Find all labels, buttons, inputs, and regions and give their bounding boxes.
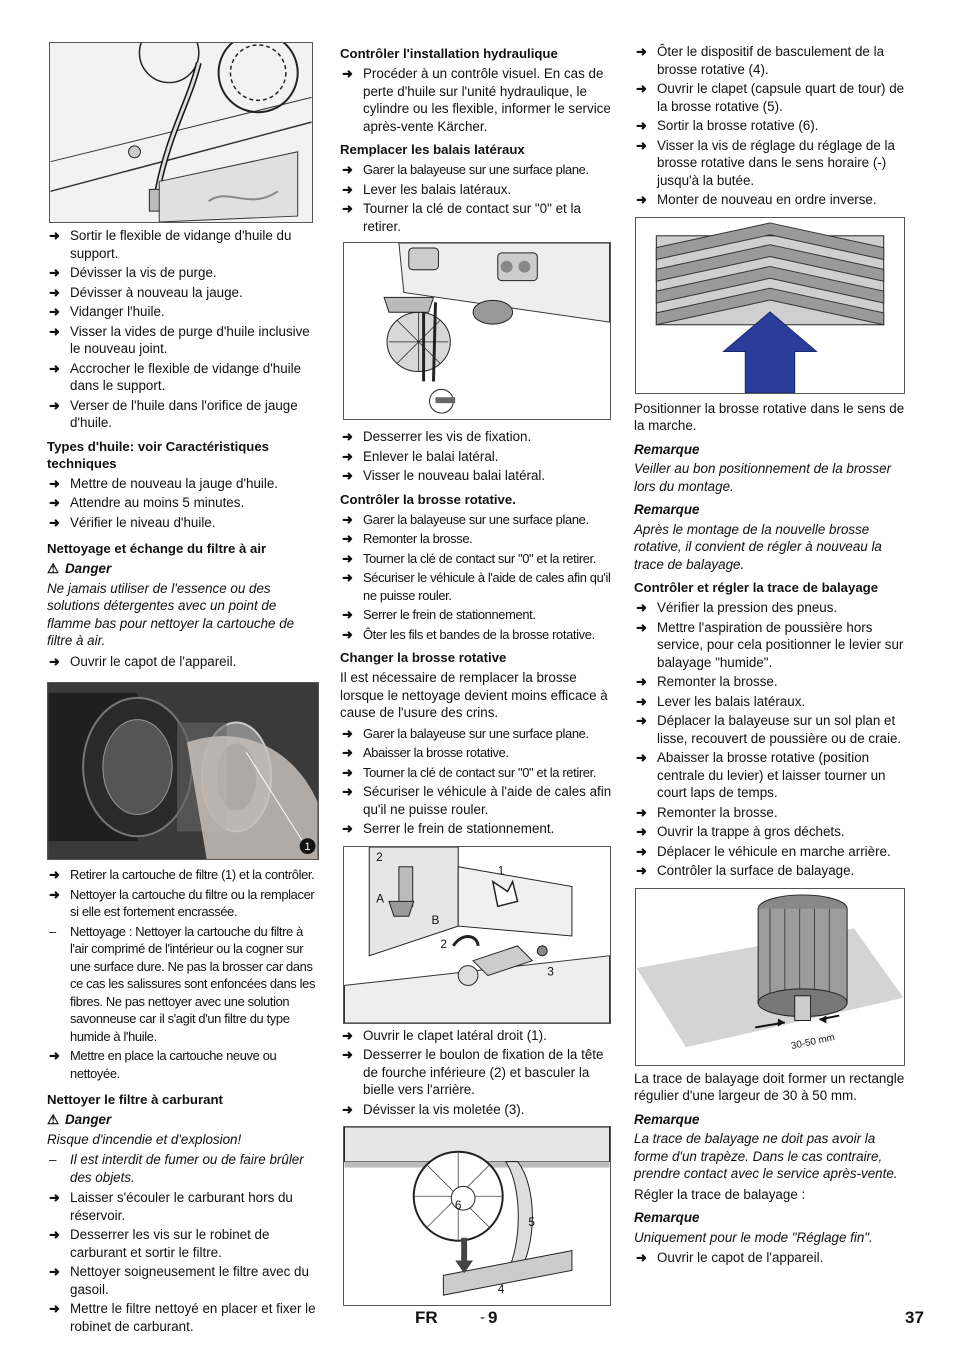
check-step-2: ➜ Remonter la brosse.: [340, 530, 612, 548]
step-loosen-screws-side: ➜ Desserrer les vis de fixation.: [340, 428, 612, 446]
side-brush-heading: Remplacer les balais latéraux: [340, 142, 525, 157]
step-open-flap: ➜ Ouvrir le clapet latéral droit (1).: [340, 1027, 612, 1045]
step-reassemble: ➜ Monter de nouveau en ordre inverse.: [634, 191, 906, 209]
remark-label-3: Remarque: [634, 1111, 700, 1127]
trace-step-2: ➜ Mettre l'aspiration de poussière hors service, pour cela positionner le levier sur balayage "humide".: [634, 619, 906, 672]
step-remove-hose: ➜ Sortir le flexible de vidange d'huile du support.: [47, 227, 319, 262]
remark-3: La trace de balayage ne doit pas avoir la forme d'un trapèze. Dans le cas contraire, prendre contact avec le service après-vente.: [634, 1131, 898, 1181]
step-remove-side: ➜ Enlever le balai latéral.: [340, 448, 612, 466]
brush-removal-illustration: [344, 1127, 610, 1305]
regler-text: Régler la trace de balayage :: [634, 1186, 806, 1202]
change-step-3: ➜ Tourner la clé de contact sur "0" et la retirer.: [340, 764, 612, 782]
step-open-clapet: ➜ Ouvrir le clapet (capsule quart de tour) de la brosse rotative (5).: [634, 80, 906, 115]
label-B: B: [431, 912, 440, 927]
step-loosen-screws: ➜ Desserrer les vis sur le robinet de carburant et sortir le filtre.: [47, 1226, 319, 1261]
step-key-off: ➜ Tourner la clé de contact sur "0" et la retirer.: [340, 200, 612, 235]
step-unscrew-gauge: ➜ Dévisser à nouveau la jauge.: [47, 284, 319, 302]
warning-triangle-icon: ⚠: [47, 1112, 60, 1127]
column-middle: [340, 42, 612, 1306]
danger-label-2: ⚠ Danger: [47, 1112, 112, 1127]
step-open-hood: ➜ Ouvrir le capot de l'appareil.: [47, 653, 319, 671]
side-flap-illustration: [344, 847, 610, 1023]
label-6: 6: [454, 1198, 462, 1213]
oil-types-heading: Types d'huile: voir Caractéristiques techniques: [47, 438, 270, 471]
remark-label-4: Remarque: [634, 1210, 700, 1225]
brush-direction-figure: [635, 217, 905, 394]
label-A: A: [376, 890, 385, 905]
hydraulic-heading: Contrôler l'installation hydraulique: [340, 46, 558, 61]
step-loosen-bolt: ➜ Desserrer le boulon de fixation de la tête de fourche inférieure (2) et basculer la bielle vers l'arrière.: [340, 1046, 612, 1099]
sweep-trace-illustration: [636, 889, 904, 1065]
trace-step-10: ➜ Contrôler la surface de balayage.: [634, 862, 906, 880]
step-insert-gauge: ➜ Mettre de nouveau la jauge d'huile.: [47, 475, 319, 493]
check-step-5: ➜ Serrer le frein de stationnement.: [340, 606, 612, 624]
fuel-danger-text: Risque d'incendie et d'explosion!: [47, 1131, 242, 1147]
air-filter-photo: [48, 683, 318, 859]
brush-removal-figure: [343, 1126, 611, 1306]
step-drain-oil: ➜ Vidanger l'huile.: [47, 303, 319, 321]
step-pour-oil: ➜ Verser de l'huile dans l'orifice de jauge d'huile.: [47, 397, 319, 432]
label-3: 3: [547, 964, 554, 979]
step-hang-hose: ➜ Accrocher le flexible de vidange d'huile dans le support.: [47, 360, 319, 395]
remark-label-2: Remarque: [634, 502, 700, 517]
footer-section-page: 9: [488, 1308, 498, 1327]
fuel-dash-note: – Il est interdit de fumer ou de faire brûler des objets.: [47, 1151, 319, 1186]
step-screw-new-side: ➜ Visser le nouveau balai latéral.: [340, 467, 612, 485]
label-4: 4: [497, 1282, 505, 1297]
side-brush-figure: [343, 242, 611, 420]
check-step-3: ➜ Tourner la clé de contact sur "0" et la retirer.: [340, 550, 612, 568]
cleaning-note: – Nettoyage : Nettoyer la cartouche du filtre à l'air comprimé de l'intérieur ou la cogner sur une surface dure. Ne pas la brosser car dans ce cas les salissures sont enfoncées dans les fibres. Ne pas nettoyer avec une solution savonneuse car il s'agit d'un filtre du type humide à l'huile.: [47, 923, 319, 1046]
change-paragraph: Il est nécessaire de remplacer la brosse lorsque le nettoyage devient moins efficace à cause de l'usure des crins.: [340, 670, 608, 720]
footer-page-number: 37: [905, 1308, 924, 1327]
remark-label-1: Remarque: [634, 441, 700, 457]
footer-language: FR: [415, 1308, 438, 1327]
figure-callout-1: 1: [304, 841, 311, 854]
step-unscrew-knurled: ➜ Dévisser la vis moletée (3).: [340, 1101, 612, 1119]
trace-step-1: ➜ Vérifier la pression des pneus.: [634, 599, 906, 617]
label-2a: 2: [376, 849, 383, 864]
trace-step-3: ➜ Remonter la brosse.: [634, 673, 906, 691]
check-step-1: ➜ Garer la balayeuse sur une surface plane.: [340, 511, 612, 529]
step-unscrew-plug: ➜ Dévisser la vis de purge.: [47, 264, 319, 282]
position-text: Positionner la brosse rotative dans le sens de la marche.: [634, 400, 905, 433]
label-5: 5: [528, 1214, 536, 1229]
step-remove-tilt: ➜ Ôter le dispositif de basculement de la brosse rotative (4).: [634, 43, 906, 78]
column-right: [634, 42, 906, 1269]
change-step-5: ➜ Serrer le frein de stationnement.: [340, 820, 612, 838]
air-filter-figure: [47, 682, 319, 860]
step-adjust-screw: ➜ Visser la vis de réglage du réglage de la brosse rotative dans le sens horaire (-) jusqu'à la butée.: [634, 137, 906, 190]
remark-2: Après le montage de la nouvelle brosse rotative, il convient de régler à nouveau la trace de balayage.: [634, 521, 882, 572]
trace-step-7: ➜ Remonter la brosse.: [634, 804, 906, 822]
trace-step-4: ➜ Lever les balais latéraux.: [634, 693, 906, 711]
trace-step-9: ➜ Déplacer le véhicule en marche arrière.: [634, 843, 906, 861]
trace-step-8: ➜ Ouvrir la trappe à gros déchets.: [634, 823, 906, 841]
check-brush-heading: Contrôler la brosse rotative.: [340, 491, 516, 507]
step-raise-side: ➜ Lever les balais latéraux.: [340, 181, 612, 199]
step-take-out-brush: ➜ Sortir la brosse rotative (6).: [634, 117, 906, 135]
column-left: [47, 42, 319, 1337]
check-step-6: ➜ Ôter les fils et bandes de la brosse rotative.: [340, 626, 612, 644]
remark-1: Veiller au bon positionnement de la brosser lors du montage.: [634, 461, 892, 494]
trace-text: La trace de balayage doit former un rectangle régulier d'une largeur de 30 à 50 mm.: [634, 1070, 905, 1103]
danger-text: Ne jamais utiliser de l'essence ou des solutions détergentes avec un point de flamme bas pour nettoyer la cartouche de filtre à air.: [47, 580, 295, 648]
oil-drain-illustration: [50, 43, 312, 222]
brush-direction-illustration: [636, 218, 904, 393]
step-drain-fuel: ➜ Laisser s'écouler le carburant hors du réservoir.: [47, 1189, 319, 1224]
step-refit-filter: ➜ Mettre le filtre nettoyé en placer et fixer le robinet de carburant.: [47, 1300, 319, 1335]
fuel-filter-heading: Nettoyer le filtre à carburant: [47, 1092, 223, 1107]
remark-4: Uniquement pour le mode "Réglage fin".: [634, 1229, 873, 1245]
warning-triangle-icon: ⚠: [47, 561, 60, 576]
step-wait: ➜ Attendre au moins 5 minutes.: [47, 494, 319, 512]
step-remove-cartridge: ➜ Retirer la cartouche de filtre (1) et la contrôler.: [47, 866, 319, 884]
change-step-1: ➜ Garer la balayeuse sur une surface plane.: [340, 725, 612, 743]
footer-dash: -: [480, 1309, 485, 1326]
step-clean-cartridge: ➜ Nettoyer la cartouche du filtre ou la remplacer si elle est fortement encrassée.: [47, 886, 319, 921]
oil-drain-figure: [49, 42, 313, 223]
measure-label: 30-50 mm: [790, 1031, 836, 1052]
air-filter-heading: Nettoyage et échange du filtre à air: [47, 541, 267, 556]
sweep-trace-figure: [635, 888, 905, 1066]
label-2b: 2: [440, 936, 448, 951]
side-flap-figure: [343, 846, 611, 1024]
label-1: 1: [497, 863, 505, 878]
side-brush-illustration: [344, 243, 610, 419]
danger-label: ⚠ Danger: [47, 561, 112, 576]
trace-step-5: ➜ Déplacer la balayeuse sur un sol plan et lisse, recouvert de poussière ou de craie.: [634, 712, 906, 747]
check-step-4: ➜ Sécuriser le véhicule à l'aide de cales afin qu'il ne puisse rouler.: [340, 569, 612, 604]
change-step-2: ➜ Abaisser la brosse rotative.: [340, 744, 612, 762]
step-open-hood-2: ➜ Ouvrir le capot de l'appareil.: [634, 1249, 906, 1267]
trace-heading: Contrôler et régler la trace de balayage: [634, 580, 879, 595]
step-new-cartridge: ➜ Mettre en place la cartouche neuve ou nettoyée.: [47, 1047, 319, 1082]
change-brush-heading: Changer la brosse rotative: [340, 650, 507, 665]
step-clean-filter: ➜ Nettoyer soigneusement le filtre avec du gasoil.: [47, 1263, 319, 1298]
step-check-level: ➜ Vérifier le niveau d'huile.: [47, 514, 319, 532]
trace-step-6: ➜ Abaisser la brosse rotative (position centrale du levier) et laisser tourner un court laps de temps.: [634, 749, 906, 802]
step-park: ➜ Garer la balayeuse sur une surface plane.: [340, 161, 612, 179]
step-screw-plug: ➜ Visser la vides de purge d'huile inclusive le nouveau joint.: [47, 323, 319, 358]
change-step-4: ➜ Sécuriser le véhicule à l'aide de cales afin qu'il ne puisse rouler.: [340, 783, 612, 818]
step-visual-check: ➜ Procéder à un contrôle visuel. En cas de perte d'huile sur l'unité hydraulique, le cylindre ou les flexible, informer le service après-vente Kärcher.: [340, 65, 612, 135]
